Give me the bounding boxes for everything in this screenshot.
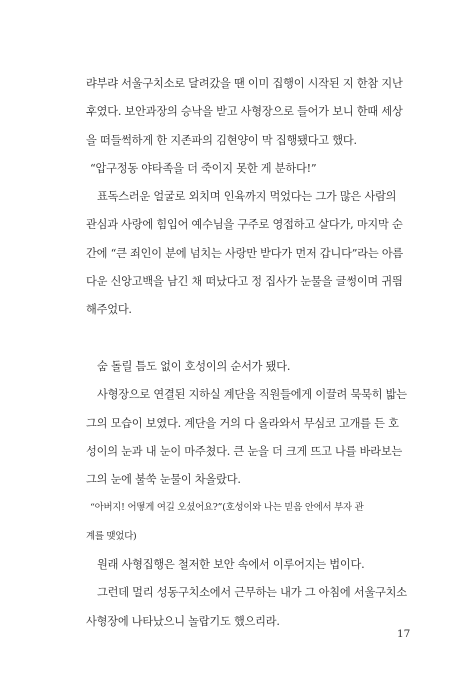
- text-line: 원래 사형집행은 철저한 보안 속에서 이루어지는 법이다.: [97, 558, 365, 572]
- quote-line: 계를 맺었다): [86, 530, 137, 542]
- text-line: 간에 “큰 죄인이 분에 넘치는 사랑만 받다가 먼저 갑니다”라는 아름: [86, 246, 404, 260]
- paragraph-gap: [86, 325, 412, 353]
- text-line: 을 떠들썩하게 한 지존파의 김현양이 막 집행됐다고 했다.: [86, 133, 357, 147]
- quote-line: “압구정동 야타족을 더 죽이지 못한 게 분하다!”: [90, 161, 317, 175]
- text-line: 그의 모습이 보였다. 계단을 거의 다 올라와서 무심코 고개를 든 호: [86, 416, 399, 430]
- page-number: 17: [397, 628, 411, 640]
- text-line: 후였다. 보안과장의 승낙을 받고 사형장으로 들어가 보니 한때 세상: [86, 105, 403, 119]
- text-line: 성이의 눈과 내 눈이 마주쳤다. 큰 눈을 더 크게 뜨고 나를 바라보는: [86, 444, 403, 458]
- text-line: 사형장으로 연결된 지하실 계단을 직원들에게 이끌려 묵묵히 밟는: [97, 388, 407, 402]
- text-line: 다운 신앙고백을 남긴 채 떠났다고 정 집사가 눈물을 글썽이며 귀띔: [86, 275, 403, 289]
- text-line: 표독스러운 얼굴로 외치며 인육까지 먹었다는 그가 많은 사람의: [97, 190, 397, 204]
- text-line: 해주었다.: [86, 303, 132, 317]
- page-body: [86, 70, 412, 636]
- text-line: 사형장에 나타났으니 놀랍기도 했으리라.: [86, 614, 280, 628]
- text-line: 그런데 멀리 성동구치소에서 근무하는 내가 그 아침에 서울구치소: [97, 586, 407, 600]
- text-line: 숨 돌릴 틈도 없이 호성이의 순서가 됐다.: [97, 359, 291, 373]
- text-line: 그의 눈에 불쑥 눈물이 차올랐다.: [86, 473, 241, 487]
- quote-line: “아버지! 어떻게 여길 오셨어요?”(호성이와 나는 믿음 안에서 부자 관: [90, 502, 364, 514]
- text-line: 관심과 사랑에 힘입어 예수님을 구주로 영접하고 살다가, 마지막 순: [86, 218, 403, 232]
- text-line: 랴부랴 서울구치소로 달려갔을 땐 이미 집행이 시작된 지 한참 지난: [86, 77, 403, 90]
